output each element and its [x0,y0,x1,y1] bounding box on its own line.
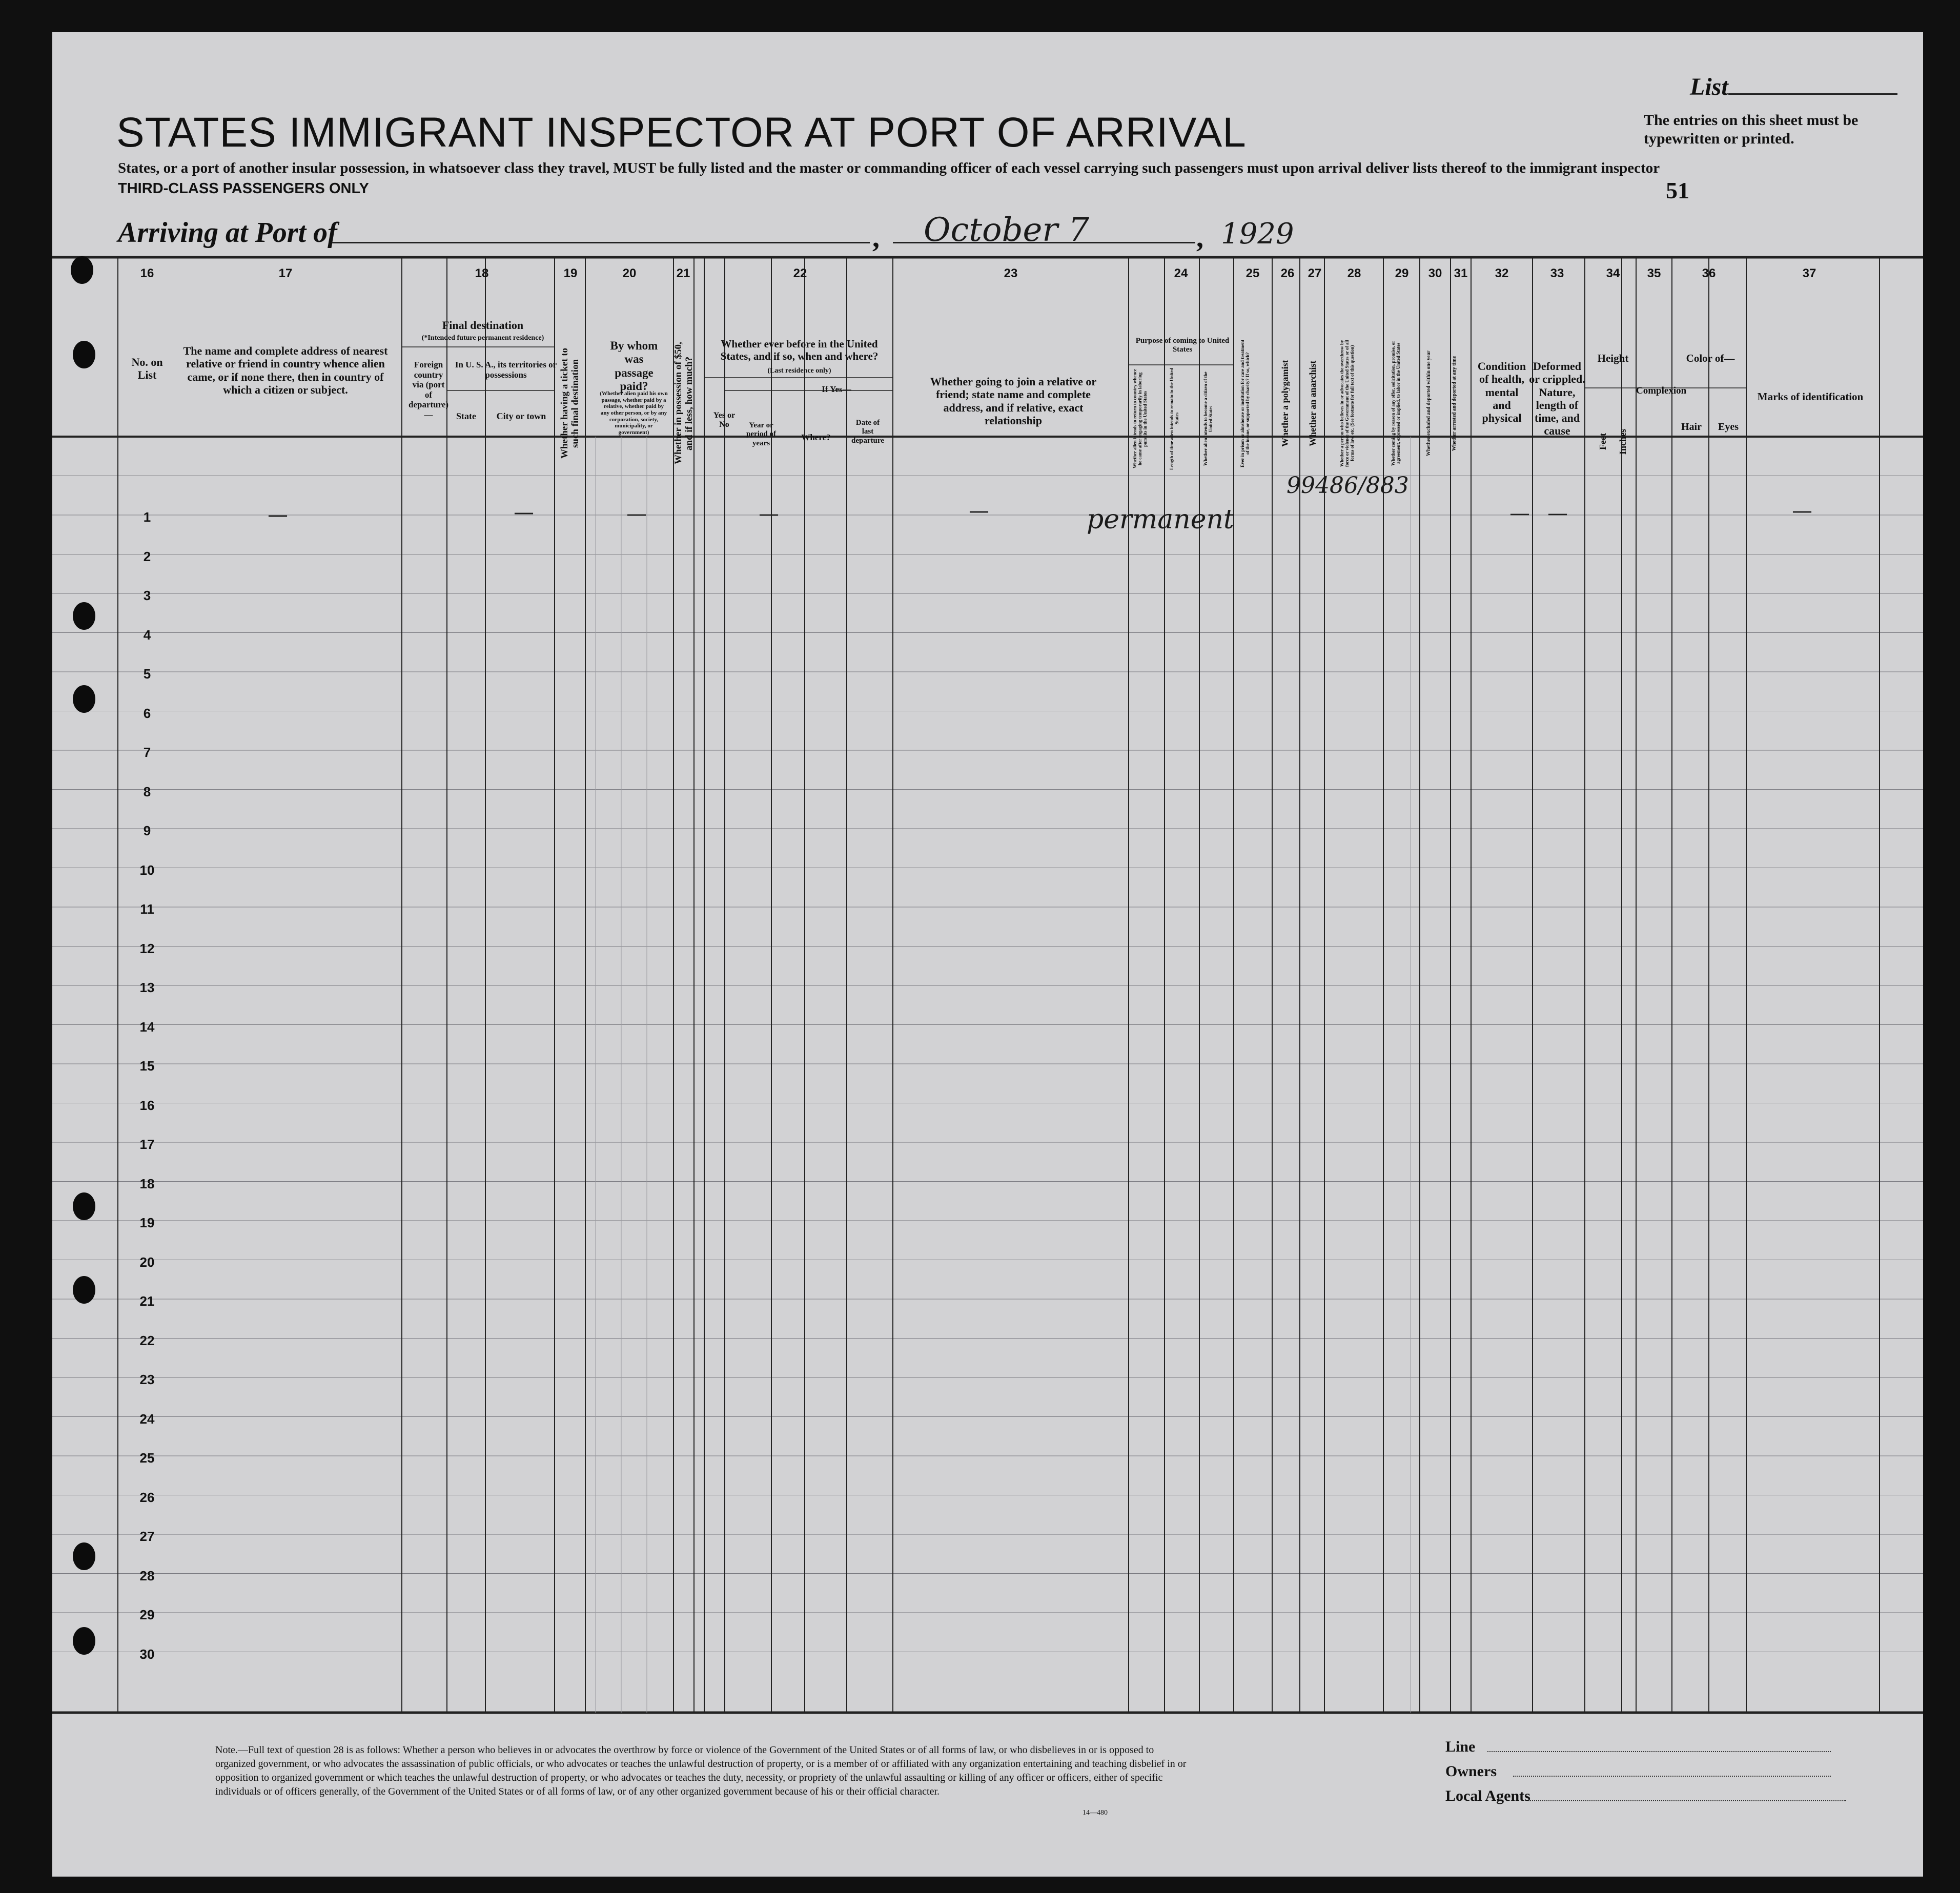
comma: , [872,222,880,254]
header-ever-before-note: (Last residence only) [767,367,831,375]
arriving-label: Arriving at Port of [118,217,337,249]
header-purpose: Purpose of coming to United States [1135,337,1230,354]
footer-line-label: Line [1445,1738,1476,1755]
header-in-usa: In U. S. A., its territories or possessions [455,360,557,380]
col-num-21: 21 [676,266,690,280]
col-num-28: 28 [1347,266,1361,280]
row-number: 13 [139,980,155,995]
row-number: 18 [139,1176,155,1191]
col-num-16: 16 [140,266,154,280]
header-feet: Feet [1598,433,1608,450]
col-num-24: 24 [1174,266,1188,280]
header-polygamist: Whether a polygamist [1280,360,1290,447]
row-number: 28 [139,1568,155,1583]
col-num-27: 27 [1308,266,1322,280]
row1-dash: — [514,501,534,524]
page-number: 51 [1666,177,1689,203]
page-title: STATES IMMIGRANT INSPECTOR AT PORT OF ARRIVAL [116,109,1247,156]
row1-dash: — [1792,499,1812,523]
row1-dash: — [1547,502,1568,525]
col-num-34: 34 [1606,266,1620,280]
row-number: 30 [139,1646,155,1662]
header-hair: Hair [1681,421,1702,433]
header-year-period: Year or period of years [746,421,776,447]
header-by-whom: By whom was passage paid? [610,339,658,393]
row1-dash: — [268,503,288,527]
footer-agents-fill [1528,1800,1846,1801]
col-num-25: 25 [1246,266,1260,280]
row-number: 17 [139,1137,155,1152]
col-num-26: 26 [1280,266,1295,280]
row-number: 12 [139,940,155,956]
binder-hole [73,685,95,713]
header-where: Where? [801,433,831,442]
row-number: 8 [143,784,151,799]
binder-hole [71,256,93,284]
col-num-17: 17 [278,266,293,280]
row-number: 23 [139,1372,155,1387]
header-complexion: Complexion [1636,385,1687,396]
col-num-33: 33 [1550,266,1564,280]
row1-dash: — [759,502,779,526]
row-number: 14 [139,1019,155,1035]
col-num-23: 23 [1004,266,1018,280]
col-num-31: 31 [1454,266,1468,280]
col-num-20: 20 [622,266,637,280]
header-state: State [456,411,476,421]
header-c29: Whether coming by reason of any offer, solicitation, promise, or agreement, expressed or implied, to labor in the United States [1391,340,1401,466]
header-marks: Marks of identification [1757,390,1864,403]
class-line: THIRD-CLASS PASSENGERS ONLY [118,180,369,197]
header-city: City or town [496,411,546,421]
row-number: 7 [143,745,151,760]
col-num-30: 30 [1428,266,1442,280]
col-num-36: 36 [1702,266,1716,280]
header-height: Height [1597,352,1629,364]
row-number: 15 [139,1058,155,1074]
row1-dash: — [626,502,647,526]
row-number: 1 [143,509,151,525]
row-number: 5 [143,666,151,682]
row-number: 3 [143,588,151,603]
header-possession-50: Whether in possession of $50, and if less, how much? [673,342,695,465]
col-num-29: 29 [1395,266,1409,280]
list-fill-line [1728,93,1897,95]
header-c25: Ever in prison or almshouse or institution for care and treatment of the insane, or supported by charity? If so, which? [1240,339,1250,467]
header-ever-before: Whether ever before in the United States, and if so, when and where? [720,338,879,363]
row-number: 29 [139,1607,155,1622]
table-grid [52,32,1923,1877]
row-number: 27 [139,1529,155,1544]
row1-purpose-handwritten: permanent [1087,504,1234,535]
header-c31: Whether arrested and deported at any time [1452,356,1457,451]
row-number: 24 [139,1411,155,1427]
header-deformed: Deformed or crippled. Nature, length of time, and cause [1529,360,1585,438]
row-number: 9 [143,823,151,838]
port-fill-line [332,242,870,243]
manifest-sheet [52,32,1923,1877]
entries-note: The entries on this sheet must be typewritten or printed. [1644,112,1859,147]
col-num-19: 19 [563,266,578,280]
row1-dash: — [969,499,989,523]
footer-owners-fill [1513,1776,1831,1777]
row-number: 10 [139,862,155,878]
header-color-of: Color of— [1686,352,1735,364]
col-num-35: 35 [1647,266,1661,280]
row-number: 25 [139,1450,155,1466]
header-condition: Condition of health, mental and physical [1477,360,1526,425]
list-label: List [1690,73,1728,100]
header-going-to-join: Whether going to join a relative or friend; state name and complete address, and if relative, exact relationship [930,375,1097,427]
header-by-whom-note: (Whether alien paid his own passage, whether paid by a relative, whether paid by any other person, or by any corporation, society, municipality, or government) [600,390,668,436]
row-number: 19 [139,1215,155,1230]
header-ticket: Whether having a ticket to such final destination [559,347,581,459]
footer-agents-label: Local Agents [1445,1787,1530,1804]
header-yes-no: Yes or No [713,411,736,429]
header-final-destination-note: (*Intended future permanent residence) [421,334,544,342]
header-purpose-a: Whether alien intends to return to country whence he came after engaging temporarily in laboring pursuits in the United States [1132,368,1148,469]
col-num-32: 32 [1495,266,1509,280]
header-if-yes: If Yes— [822,384,851,394]
row-number: 21 [139,1293,155,1309]
col-num-18: 18 [475,266,489,280]
header-final-destination: Final destination [442,319,524,332]
form-number: 14—480 [1083,1809,1108,1817]
row-number: 2 [143,548,151,564]
header-eyes: Eyes [1718,421,1739,433]
row1-dash: — [1509,502,1530,525]
header-date-last-departure: Date of last departure [851,419,884,445]
row-number: 16 [139,1097,155,1113]
header-purpose-c: Whether alien intends to become a citizen of the United States [1203,372,1213,466]
binder-hole [73,1276,95,1304]
row1-number-handwritten: 99486/883 [1287,472,1409,499]
binder-hole [73,602,95,630]
header-inches: Inches [1618,429,1628,455]
footnote: Note.—Full text of question 28 is as follows: Whether a person who believes in or advocates the overthrow by force or violence of the Government of the United States or of all forms of law, or who disbelieves in or is opposed to organized government, or who advocates the assassination of public officials, or who advocates or teaches the unlawful destruction of property, or is a member of or affiliated with any organization entertaining and teaching disbelief in or opposition to organized government or which teaches the unlawful destruction of property, or who advocates or teaches the duty, necessity, or propriety of the unlawful assaulting or killing of any officer or officers, either of specific individuals or of officers generally, of the Government of the United States or of all forms of law, or of any other organized government because of his or their official character. [215,1744,1187,1797]
header-no-on-list: No. on List [131,356,163,382]
binder-hole [73,1192,95,1220]
header-foreign-country: Foreign country via (port of departure)— [409,360,449,420]
header-c28: Whether a person who believes in or advocates the overthrow by force or violence of the Government of the United States or of all forms of law, etc. (See footnote for full text of this question) [1339,340,1355,467]
header-c30: Whether excluded and deported within one year [1426,351,1432,456]
header-nearest-relative: The name and complete address of nearest relative or friend in country whence alien came, or if none there, then in country of which a citizen or subject. [183,344,388,396]
row-number: 26 [139,1489,155,1505]
date-handwritten: October 7 [924,211,1090,249]
instructions-line: States, or a port of another insular possession, in whatsoever class they travel, MUST be fully listed and the master or commanding officer of each vessel carrying such passengers must upon arrival deliver lists thereof to the immigrant inspector [118,160,1660,176]
binder-hole [73,1542,95,1570]
row-number: 20 [139,1254,155,1270]
binder-hole [73,341,95,368]
year-handwritten: 1929 [1221,217,1294,251]
row-number: 6 [143,705,151,721]
header-anarchist: Whether an anarchist [1308,360,1318,446]
row-number: 4 [143,627,151,643]
footer-owners-label: Owners [1445,1763,1497,1780]
row-number: 22 [139,1332,155,1348]
footer-line-fill [1487,1751,1831,1752]
binder-hole [73,1627,95,1655]
col-num-22: 22 [793,266,807,280]
row-number: 11 [140,901,154,917]
header-purpose-b: Length of time alien intends to remain in the United States [1169,367,1179,470]
col-num-37: 37 [1802,266,1816,280]
comma: , [1196,222,1203,254]
